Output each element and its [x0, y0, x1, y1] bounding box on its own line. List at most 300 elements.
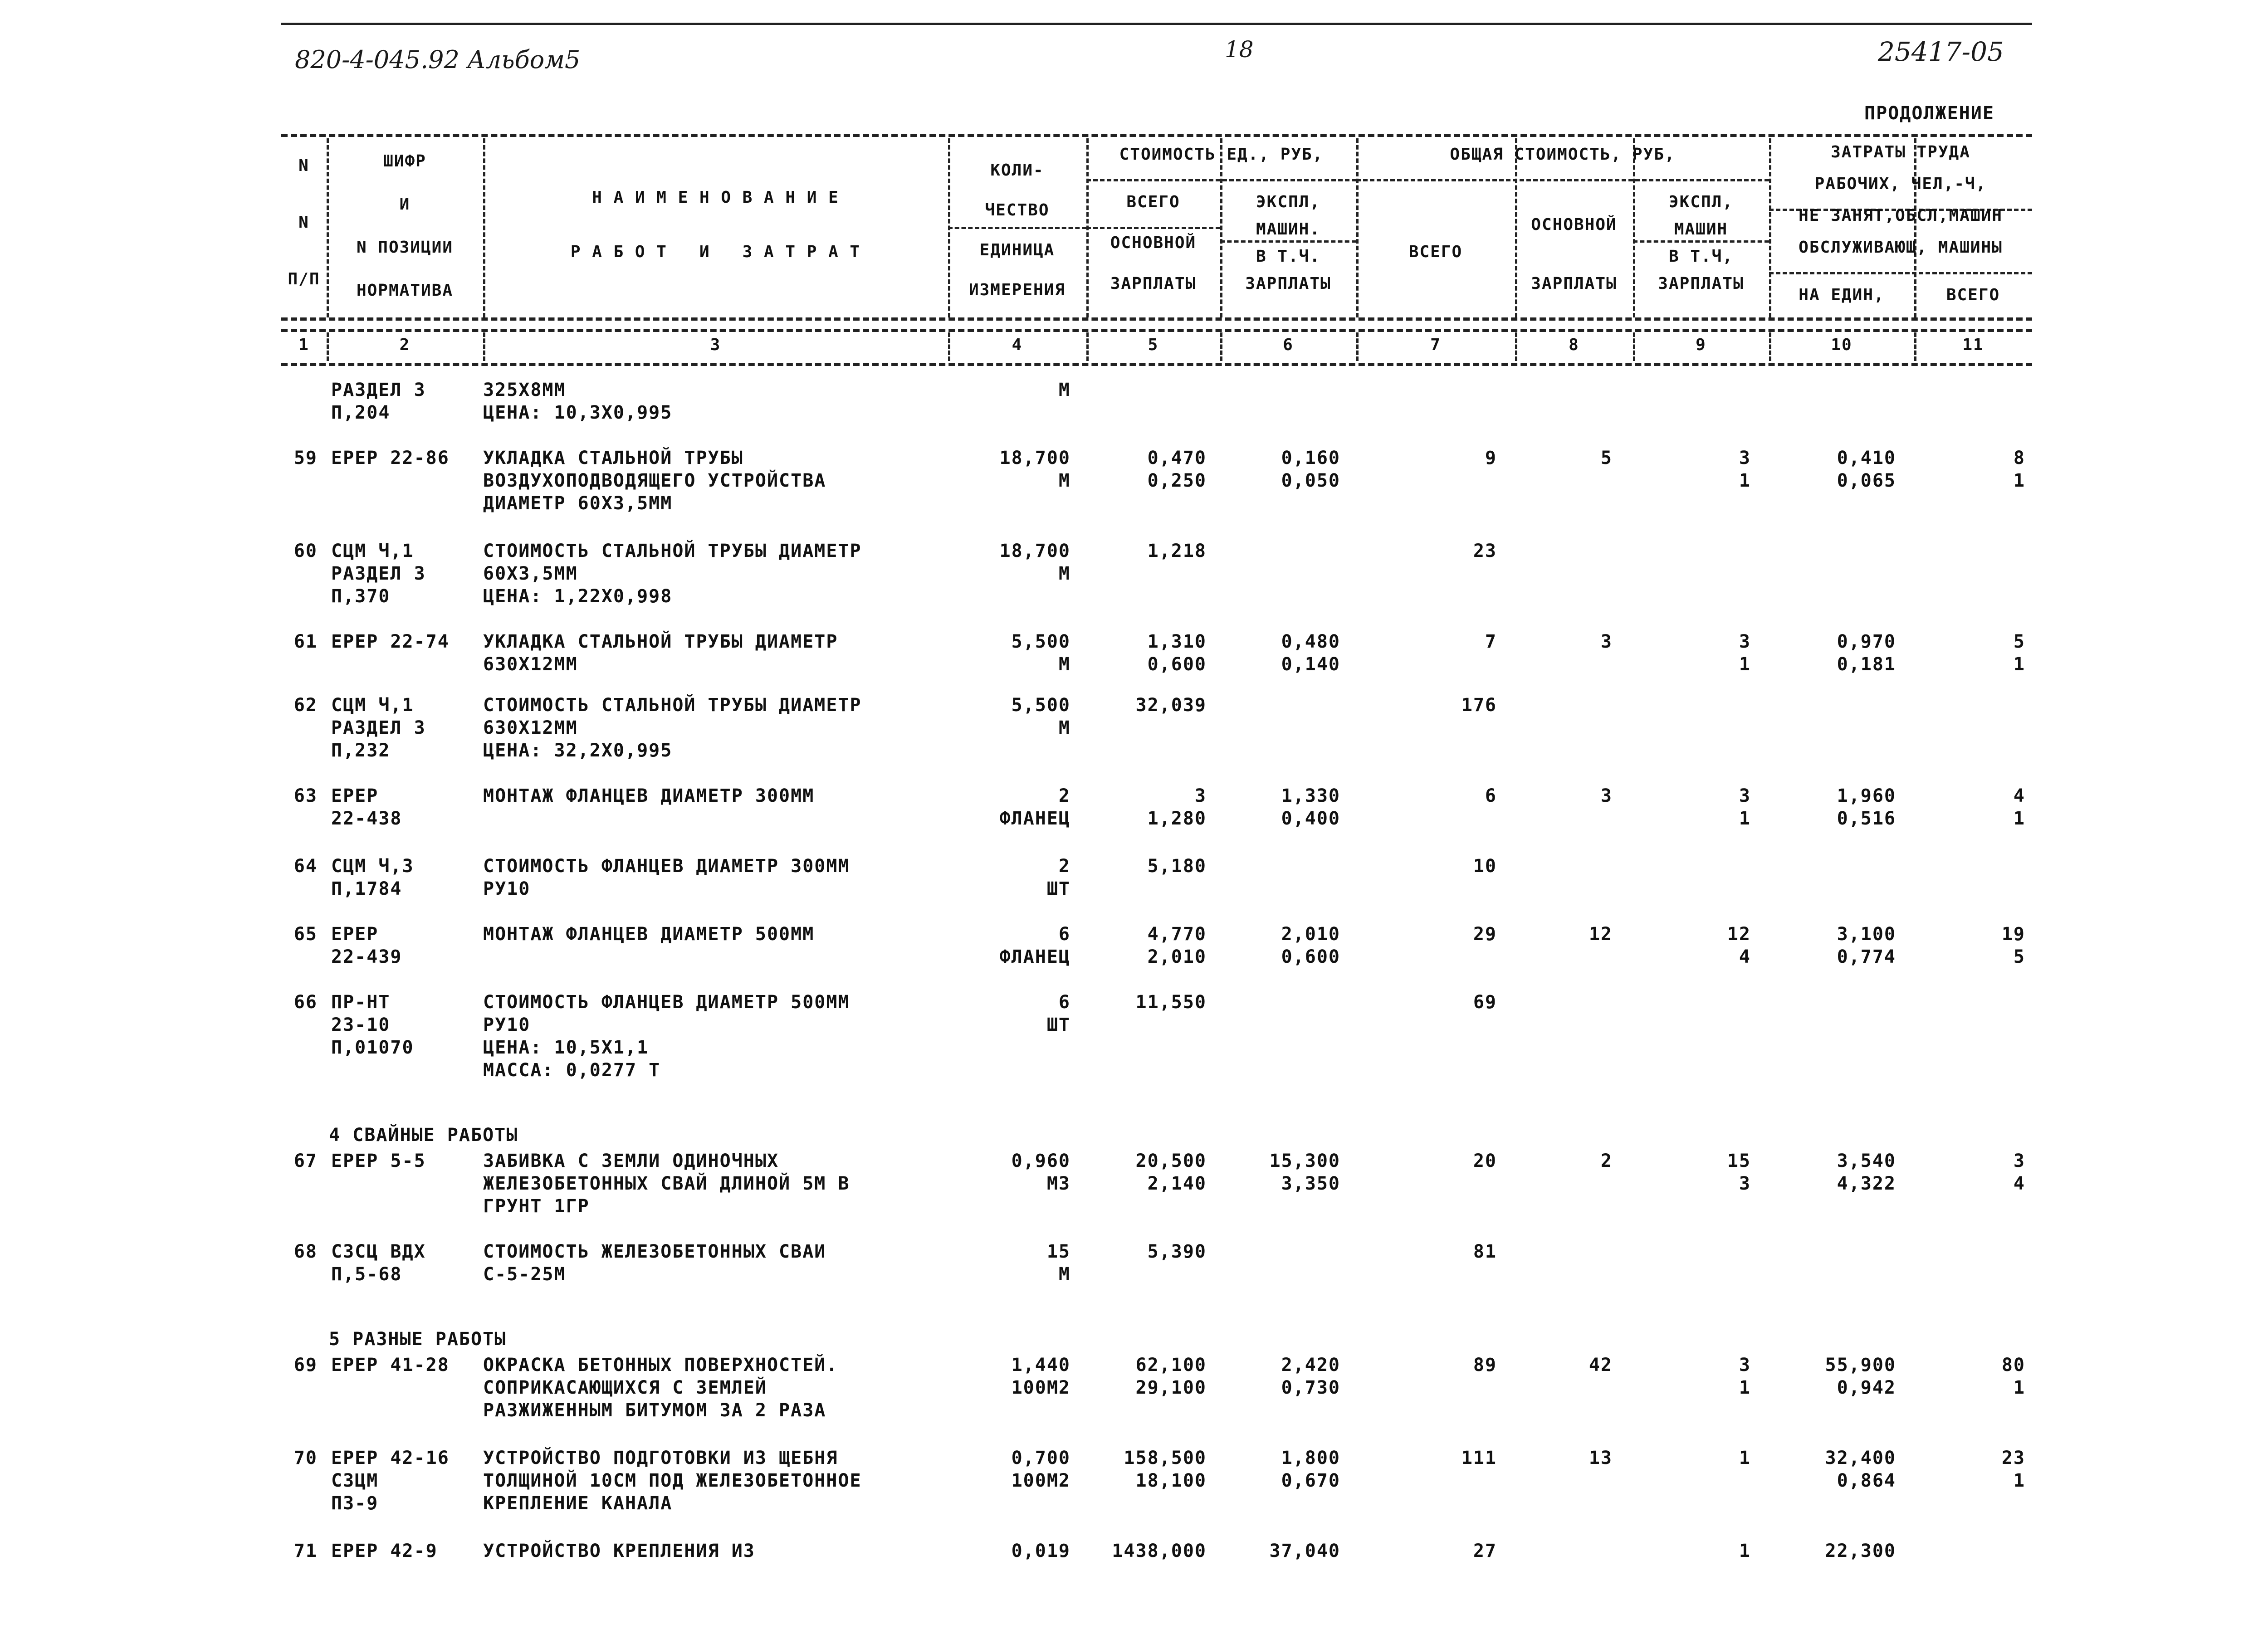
work-name: [483, 785, 814, 807]
unit-cost-total-line: 1438,000: [1112, 1541, 1207, 1561]
labor-per-unit-line: 0,516: [1837, 808, 1896, 829]
quantity-unit: [948, 540, 1070, 585]
work-name-line: 630Х12ММ: [483, 654, 578, 675]
quantity-unit: [948, 923, 1070, 968]
labor-total: [1914, 630, 2025, 676]
unit-cost-total-line: 18,100: [1135, 1470, 1207, 1491]
col5-header-line: ВСЕГО: [1126, 193, 1180, 211]
quantity-unit-line: 18,700: [999, 541, 1070, 561]
work-name: [483, 1240, 826, 1286]
row-number-line: 70: [293, 1448, 318, 1468]
column-number-10: 10: [1831, 336, 1853, 354]
total-machines: [1633, 447, 1751, 492]
unit-cost-total-line: 0,250: [1147, 470, 1207, 491]
col4-header-line: КОЛИ-: [990, 161, 1044, 180]
labor-per-unit-line: 1,960: [1837, 785, 1896, 806]
row-number: [281, 991, 318, 1014]
labor-per-unit: [1769, 1150, 1896, 1195]
unit-cost-total-line: 5,390: [1147, 1241, 1207, 1262]
quantity-unit-line: 5,500: [1011, 631, 1070, 652]
col9-header-line: ЭКСПЛ,: [1668, 193, 1734, 211]
col5-header-line: ЗАРПЛАТЫ: [1110, 274, 1197, 293]
row-number-line: 63: [293, 785, 318, 806]
header-rule: [281, 134, 2032, 137]
unit-cost-total-line: 20,500: [1135, 1151, 1207, 1171]
total-cost-line: 23: [1473, 541, 1497, 561]
quantity-unit-line: М3: [1046, 1173, 1070, 1194]
quantity-unit-line: 0,700: [1011, 1448, 1070, 1468]
unit-cost-machines-line: 15,300: [1269, 1151, 1340, 1171]
unit-cost-total: [1086, 1150, 1207, 1195]
labor-per-unit-line: 3,100: [1837, 924, 1896, 945]
quantity-unit: [948, 694, 1070, 739]
quantity-unit-line: 0,019: [1011, 1541, 1070, 1561]
unit-cost-total: [1086, 540, 1207, 562]
col6-header-line: В Т.Ч.: [1256, 247, 1321, 266]
labor-per-unit: [1769, 1540, 1896, 1562]
quantity-unit-line: 18,700: [999, 448, 1070, 468]
labor-total-line: 4: [2013, 785, 2025, 806]
col9-header-line: В Т.Ч,: [1668, 247, 1734, 266]
total-machines: [1633, 1150, 1751, 1195]
column-number-1: 1: [298, 336, 309, 354]
unit-cost-total-line: 1,310: [1147, 631, 1207, 652]
quantity-unit-line: 2: [1058, 785, 1070, 806]
cipher-code: [331, 447, 450, 469]
row-number: [281, 1354, 318, 1376]
work-name-line: ЖЕЛЕЗОБЕТОННЫХ СВАЙ ДЛИНОЙ 5М В: [483, 1173, 850, 1194]
unit-cost-total-line: 11,550: [1135, 992, 1207, 1013]
total-machines: [1633, 1540, 1751, 1562]
unit-cost-total-line: 4,770: [1147, 924, 1207, 945]
total-cost: [1356, 855, 1497, 878]
total-basic-wages: [1515, 447, 1613, 469]
cipher-code-line: ЕРЕР 5-5: [331, 1151, 426, 1171]
header-subrule: [1356, 179, 1769, 181]
column-separator: [483, 138, 485, 317]
total-machines-line: 3: [1739, 448, 1751, 468]
unit-cost-machines-line: 0,400: [1281, 808, 1340, 829]
unit-cost-total-line: 29,100: [1135, 1377, 1207, 1398]
total-cost-line: 20: [1473, 1151, 1497, 1171]
labor-total-line: 3: [2013, 1151, 2025, 1171]
quantity-unit: [948, 1447, 1070, 1492]
cipher-code-line: П,1784: [331, 878, 402, 899]
work-name-line: МОНТАЖ ФЛАНЦЕВ ДИАМЕТР 500ММ: [483, 924, 815, 945]
labor-total: [1914, 785, 2025, 830]
row-number-line: 64: [293, 856, 318, 877]
cipher-code-line: П,01070: [331, 1037, 414, 1058]
labor-total: [1914, 1354, 2025, 1399]
work-name-line: ЦЕНА: 1,22Х0,998: [483, 586, 673, 607]
work-name-line: ЦЕНА: 10,3Х0,995: [483, 402, 673, 423]
unit-cost-total: [1086, 447, 1207, 492]
cipher-code-line: ЕРЕР 42-9: [331, 1541, 438, 1561]
cipher-code: [331, 694, 426, 762]
unit-cost-total-line: 158,500: [1124, 1448, 1207, 1468]
labor-per-unit-line: 0,410: [1837, 448, 1896, 468]
total-machines: [1633, 1354, 1751, 1399]
quantity-unit: [948, 785, 1070, 830]
work-name-line: ЗАБИВКА С ЗЕМЛИ ОДИНОЧНЫХ: [483, 1151, 779, 1171]
total-cost: [1356, 630, 1497, 653]
group-labor-header-line: ОБСЛУЖИВАЮЩ, МАШИНЫ: [1799, 238, 2003, 257]
quantity-unit-line: М: [1058, 380, 1070, 400]
quantity-unit-line: ФЛАНЕЦ: [999, 946, 1070, 967]
total-machines-line: 1: [1739, 1448, 1751, 1468]
row-number-line: 68: [293, 1241, 318, 1262]
labor-total-line: 1: [2013, 654, 2025, 675]
quantity-unit: [948, 379, 1070, 401]
labor-per-unit-line: 32,400: [1825, 1448, 1896, 1468]
total-basic-wages-line: 3: [1600, 785, 1613, 806]
unit-cost-machines: [1220, 923, 1340, 968]
cipher-code-line: ЕРЕР 22-86: [331, 448, 450, 468]
quantity-unit-line: ФЛАНЕЦ: [999, 808, 1070, 829]
col8-header-line: ОСНОВНОЙ: [1531, 215, 1617, 234]
total-cost-line: 69: [1473, 992, 1497, 1013]
quantity-unit-line: 1,440: [1011, 1355, 1070, 1375]
continuation-label: ПРОДОЛЖЕНИЕ: [1864, 103, 1994, 124]
row-number-line: 71: [293, 1541, 318, 1561]
cipher-code-line: 22-439: [331, 946, 402, 967]
work-name-line: 630Х12ММ: [483, 717, 578, 738]
total-machines-line: 3: [1739, 631, 1751, 652]
total-machines-line: 3: [1739, 1173, 1751, 1194]
header-rule: [281, 329, 2032, 332]
row-number-line: 61: [293, 631, 318, 652]
quantity-unit-line: 6: [1058, 992, 1070, 1013]
group-total-cost-header-line: ОБЩАЯ СТОИМОСТЬ, РУБ,: [1450, 145, 1676, 164]
work-name-line: ЦЕНА: 10,5Х1,1: [483, 1037, 649, 1058]
total-cost: [1356, 923, 1497, 946]
total-cost-line: 81: [1473, 1241, 1497, 1262]
labor-total-line: 5: [2013, 946, 2025, 967]
row-number-line: 62: [293, 695, 318, 716]
labor-total-line: 1: [2013, 470, 2025, 491]
unit-cost-machines-line: 1,330: [1281, 785, 1340, 806]
work-name-line: РУ10: [483, 878, 531, 899]
cipher-code-line: ЕРЕР: [331, 785, 379, 806]
cipher-code-line: РАЗДЕЛ 3: [331, 380, 426, 400]
header-subrule: [948, 227, 1086, 229]
work-name-line: ЦЕНА: 32,2Х0,995: [483, 740, 673, 761]
cipher-code-line: П,232: [331, 740, 391, 761]
work-name: [483, 630, 838, 676]
col4-header-line: ЧЕСТВО: [985, 201, 1050, 219]
labor-total-line: 80: [2001, 1355, 2025, 1375]
total-machines: [1633, 785, 1751, 830]
cipher-code-line: П,370: [331, 586, 391, 607]
total-cost: [1356, 447, 1497, 469]
row-number: [281, 855, 318, 878]
work-name: [483, 379, 672, 424]
work-name-line: УКЛАДКА СТАЛЬНОЙ ТРУБЫ ДИАМЕТР: [483, 631, 838, 652]
total-cost-line: 10: [1473, 856, 1497, 877]
cipher-code: [331, 1447, 450, 1515]
labor-total-line: 1: [2013, 1470, 2025, 1491]
unit-cost-machines: [1220, 447, 1340, 492]
unit-cost-machines: [1220, 1447, 1340, 1492]
total-basic-wages: [1515, 923, 1613, 946]
cipher-code-line: П3-9: [331, 1493, 379, 1514]
cipher-code: [331, 923, 402, 968]
col1-header-line: П/П: [288, 270, 320, 288]
column-number-4: 4: [1012, 336, 1023, 354]
total-machines-line: 1: [1739, 1541, 1751, 1561]
work-name-line: РАЗЖИЖЕННЫМ БИТУМОМ ЗА 2 РАЗА: [483, 1400, 826, 1421]
total-cost-line: 7: [1485, 631, 1497, 652]
total-machines-line: 1: [1739, 808, 1751, 829]
row-number: [281, 1540, 318, 1562]
cipher-code-line: СЗСЦ ВДХ: [331, 1241, 426, 1262]
col6-header-line: ЗАРПЛАТЫ: [1245, 274, 1331, 293]
work-name: [483, 447, 826, 515]
quantity-unit-line: 0,960: [1011, 1151, 1070, 1171]
total-cost: [1356, 991, 1497, 1014]
total-machines: [1633, 923, 1751, 968]
header-rule: [281, 317, 2032, 321]
unit-cost-total-line: 0,470: [1147, 448, 1207, 468]
work-name: [483, 1150, 850, 1218]
labor-per-unit: [1769, 630, 1896, 676]
total-cost-line: 176: [1461, 695, 1497, 716]
work-name-line: ВОЗДУХОПОДВОДЯЩЕГО УСТРОЙСТВА: [483, 470, 826, 491]
col4-header-line: ИЗМЕРЕНИЯ: [968, 281, 1066, 299]
unit-cost-total: [1086, 1447, 1207, 1492]
unit-cost-machines-line: 37,040: [1269, 1541, 1340, 1561]
unit-cost-total-line: 2,140: [1147, 1173, 1207, 1194]
unit-cost-total: [1086, 630, 1207, 676]
col2-header-line: N ПОЗИЦИИ: [356, 238, 454, 257]
quantity-unit-line: 100М2: [1011, 1377, 1070, 1398]
work-name: [483, 540, 862, 608]
unit-cost-machines-line: 2,010: [1281, 924, 1340, 945]
total-cost: [1356, 1447, 1497, 1469]
row-number-line: 66: [293, 992, 318, 1013]
col11-header-line: ВСЕГО: [1946, 286, 2000, 304]
page-number: 18: [1225, 36, 1254, 63]
work-name-line: ДИАМЕТР 60Х3,5ММ: [483, 493, 673, 514]
col1-header-line: N: [298, 213, 309, 232]
work-name-line: УСТРОЙСТВО ПОДГОТОВКИ ИЗ ЩЕБНЯ: [483, 1448, 838, 1468]
row-number-line: 67: [293, 1151, 318, 1171]
cipher-code: [331, 1240, 426, 1286]
unit-cost-machines-line: 0,600: [1281, 946, 1340, 967]
column-number-11: 11: [1962, 336, 1984, 354]
labor-total-line: 4: [2013, 1173, 2025, 1194]
col6-header-line: МАШИН.: [1256, 220, 1321, 239]
cipher-code-line: СЗЦМ: [331, 1470, 379, 1491]
labor-per-unit-line: 0,774: [1837, 946, 1896, 967]
row-number-line: 59: [293, 448, 318, 468]
total-cost: [1356, 1150, 1497, 1172]
total-cost-line: 89: [1473, 1355, 1497, 1375]
unit-cost-machines: [1220, 785, 1340, 830]
cipher-code-line: СЦМ Ч,3: [331, 856, 414, 877]
total-machines-line: 4: [1739, 946, 1751, 967]
quantity-unit: [948, 1240, 1070, 1286]
column-number-3: 3: [710, 336, 721, 354]
quantity-unit-line: 6: [1058, 924, 1070, 945]
row-number: [281, 1150, 318, 1172]
total-basic-wages-line: 2: [1600, 1151, 1613, 1171]
quantity-unit: [948, 1354, 1070, 1399]
quantity-unit: [948, 1540, 1070, 1562]
total-cost-line: 27: [1473, 1541, 1497, 1561]
work-name-line: С-5-25М: [483, 1264, 566, 1285]
labor-per-unit-line: 22,300: [1825, 1541, 1896, 1561]
column-number-6: 6: [1283, 336, 1294, 354]
labor-total-line: 8: [2013, 448, 2025, 468]
quantity-unit-line: М: [1058, 470, 1070, 491]
unit-cost-machines-line: 0,670: [1281, 1470, 1340, 1491]
section-title: 5 РАЗНЫЕ РАБОТЫ: [329, 1329, 507, 1350]
labor-per-unit-line: 4,322: [1837, 1173, 1896, 1194]
row-number: [281, 630, 318, 653]
labor-per-unit-line: 0,065: [1837, 470, 1896, 491]
labor-total: [1914, 1150, 2025, 1195]
unit-cost-machines-line: 0,140: [1281, 654, 1340, 675]
column-number-2: 2: [399, 336, 411, 354]
work-name: [483, 923, 814, 946]
cipher-code: [331, 540, 426, 608]
total-cost-line: 111: [1461, 1448, 1497, 1468]
work-name-line: СТОИМОСТЬ СТАЛЬНОЙ ТРУБЫ ДИАМЕТР: [483, 695, 862, 716]
unit-cost-total: [1086, 1354, 1207, 1399]
unit-cost-machines: [1220, 1540, 1340, 1562]
unit-cost-total: [1086, 1540, 1207, 1562]
col3-header-line: Р А Б О Т И З А Т Р А Т: [570, 243, 861, 261]
row-number-line: 65: [293, 924, 318, 945]
total-machines-line: 1: [1739, 654, 1751, 675]
quantity-unit: [948, 1150, 1070, 1195]
header-subrule: [1769, 272, 2032, 274]
header-rule: [281, 363, 2032, 366]
row-number: [281, 447, 318, 469]
total-basic-wages-line: 3: [1600, 631, 1613, 652]
total-basic-wages: [1515, 1150, 1613, 1172]
cipher-code: [331, 855, 414, 900]
col8-header-line: ЗАРПЛАТЫ: [1531, 274, 1617, 293]
work-name-line: МАССА: 0,0277 Т: [483, 1060, 661, 1081]
total-machines: [1633, 630, 1751, 676]
unit-cost-machines-line: 0,480: [1281, 631, 1340, 652]
work-name-line: СОПРИКАСАЮЩИХСЯ С ЗЕМЛЕЙ: [483, 1377, 767, 1398]
total-machines-line: 1: [1739, 1377, 1751, 1398]
header-subrule: [1086, 179, 1356, 181]
work-name-line: КРЕПЛЕНИЕ КАНАЛА: [483, 1493, 673, 1514]
cipher-code-line: РАЗДЕЛ 3: [331, 717, 426, 738]
header-subrule: [1086, 227, 1220, 229]
work-name-line: МОНТАЖ ФЛАНЦЕВ ДИАМЕТР 300ММ: [483, 785, 815, 806]
labor-per-unit: [1769, 1447, 1896, 1492]
work-name-line: ГРУНТ 1ГР: [483, 1196, 590, 1217]
labor-per-unit: [1769, 923, 1896, 968]
quantity-unit: [948, 630, 1070, 676]
unit-cost-total-line: 1,218: [1147, 541, 1207, 561]
total-basic-wages-line: 5: [1600, 448, 1613, 468]
labor-total: [1914, 923, 2025, 968]
labor-per-unit: [1769, 447, 1896, 492]
unit-cost-total-line: 2,010: [1147, 946, 1207, 967]
column-number-8: 8: [1569, 336, 1579, 354]
top-border-rule: [281, 23, 2032, 25]
unit-cost-total: [1086, 923, 1207, 968]
col1-header-line: N: [298, 156, 309, 175]
unit-cost-machines-line: 0,160: [1281, 448, 1340, 468]
quantity-unit: [948, 855, 1070, 900]
quantity-unit-line: 2: [1058, 856, 1070, 877]
work-name-line: СТОИМОСТЬ ФЛАНЦЕВ ДИАМЕТР 500ММ: [483, 992, 850, 1013]
cipher-code-line: ЕРЕР: [331, 924, 379, 945]
unit-cost-total: [1086, 694, 1207, 717]
total-basic-wages-line: 13: [1589, 1448, 1613, 1468]
unit-cost-machines-line: 3,350: [1281, 1173, 1340, 1194]
col9-header-line: ЗАРПЛАТЫ: [1658, 274, 1744, 293]
work-name: [483, 855, 850, 900]
row-number-line: 60: [293, 541, 318, 561]
column-number-5: 5: [1148, 336, 1159, 354]
row-number: [281, 1240, 318, 1263]
unit-cost-total-line: 62,100: [1135, 1355, 1207, 1375]
cipher-code-line: СЦМ Ч,1: [331, 695, 414, 716]
unit-cost-total-line: 3: [1194, 785, 1207, 806]
quantity-unit-line: 5,500: [1011, 695, 1070, 716]
labor-total: [1914, 447, 2025, 492]
unit-cost-machines: [1220, 1354, 1340, 1399]
work-name-line: СТОИМОСТЬ ФЛАНЦЕВ ДИАМЕТР 300ММ: [483, 856, 850, 877]
total-machines-line: 3: [1739, 785, 1751, 806]
labor-per-unit: [1769, 1354, 1896, 1399]
row-number: [281, 694, 318, 717]
document-code: 820-4-045.92 Альбом5: [295, 45, 581, 74]
unit-cost-machines-line: 0,050: [1281, 470, 1340, 491]
total-machines-line: 15: [1727, 1151, 1751, 1171]
column-number-7: 7: [1430, 336, 1441, 354]
row-number: [281, 923, 318, 946]
cipher-code: [331, 991, 414, 1059]
total-machines-line: 1: [1739, 470, 1751, 491]
cipher-code-line: РАЗДЕЛ 3: [331, 563, 426, 584]
unit-cost-machines-line: 1,800: [1281, 1448, 1340, 1468]
total-basic-wages-line: 12: [1589, 924, 1613, 945]
unit-cost-machines-line: 2,420: [1281, 1355, 1340, 1375]
work-name-line: СТОИМОСТЬ ЖЕЛЕЗОБЕТОННЫХ СВАИ: [483, 1241, 826, 1262]
quantity-unit-line: М: [1058, 717, 1070, 738]
row-number: [281, 540, 318, 562]
unit-cost-total: [1086, 855, 1207, 878]
labor-per-unit-line: 0,864: [1837, 1470, 1896, 1491]
cipher-code-line: ЕРЕР 41-28: [331, 1355, 450, 1375]
cipher-code-line: 22-438: [331, 808, 402, 829]
total-cost: [1356, 1240, 1497, 1263]
total-basic-wages-line: 42: [1589, 1355, 1613, 1375]
quantity-unit-line: М: [1058, 563, 1070, 584]
labor-total: [1914, 1447, 2025, 1492]
total-cost-line: 6: [1485, 785, 1497, 806]
cipher-code: [331, 1540, 438, 1562]
quantity-unit-line: ШТ: [1046, 1015, 1070, 1035]
unit-cost-total-line: 5,180: [1147, 856, 1207, 877]
quantity-unit-line: М: [1058, 654, 1070, 675]
quantity-unit-line: 100М2: [1011, 1470, 1070, 1491]
cipher-code: [331, 785, 402, 830]
col3-header-line: Н А И М Е Н О В А Н И Е: [592, 188, 839, 207]
labor-per-unit-line: 0,942: [1837, 1377, 1896, 1398]
col2-header-line: И: [399, 195, 411, 214]
col5-header-line: ОСНОВНОЙ: [1110, 234, 1197, 252]
